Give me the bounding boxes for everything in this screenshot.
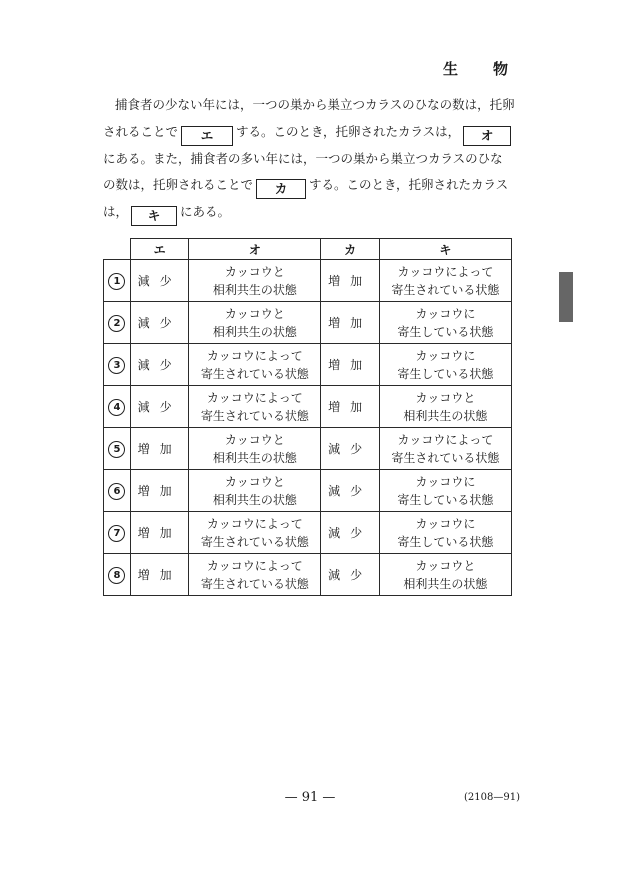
cell-e-text: 減少 (137, 357, 182, 372)
cell-o (189, 260, 321, 302)
cell-ka (321, 428, 379, 470)
cell-o (189, 512, 321, 554)
table-row (104, 512, 512, 554)
cell-o (189, 554, 321, 596)
header-cell-number (104, 239, 131, 260)
cell-e (130, 302, 188, 344)
question-passage (103, 92, 515, 226)
cell-e (130, 386, 188, 428)
blank-e: エ (181, 126, 233, 146)
cell-o (189, 428, 321, 470)
cell-ka-text: 減少 (328, 483, 373, 498)
section-tab-marker (559, 272, 573, 322)
table-body (104, 260, 512, 596)
cell-e (130, 344, 188, 386)
choice-number-cell (104, 470, 131, 512)
passage-text-5: にある。 (180, 204, 231, 219)
cell-e-text: 減少 (137, 315, 182, 330)
cell-o (189, 302, 321, 344)
cell-o-text: カッコウによって 寄生されている状態 (200, 558, 309, 591)
cell-ka-text: 減少 (328, 525, 373, 540)
cell-o-text: カッコウによって 寄生されている状態 (200, 390, 309, 423)
cell-e-text: 増加 (137, 567, 182, 582)
subject-title: 生 物 (442, 60, 518, 78)
table-row (104, 554, 512, 596)
cell-o-text: カッコウと 相利共生の状態 (212, 264, 297, 297)
cell-o-text: カッコウによって 寄生されている状態 (200, 516, 309, 549)
choice-number-cell (104, 302, 131, 344)
cell-e (130, 428, 188, 470)
choice-number-cell (104, 428, 131, 470)
table-row (104, 260, 512, 302)
cell-o-text: カッコウと 相利共生の状態 (212, 432, 297, 465)
table-row (104, 428, 512, 470)
cell-ka-text: 増加 (328, 357, 373, 372)
choice-number-badge: 1 (108, 273, 125, 290)
header-cell-ki: キ (379, 239, 511, 260)
cell-e (130, 554, 188, 596)
cell-o (189, 470, 321, 512)
cell-o-text: カッコウと 相利共生の状態 (212, 474, 297, 507)
cell-ki (379, 386, 511, 428)
cell-ki-text: カッコウによって 寄生されている状態 (391, 264, 500, 297)
cell-e-text: 減少 (137, 273, 182, 288)
choice-number-badge: 5 (108, 441, 125, 458)
cell-ki-text: カッコウに 寄生している状態 (397, 348, 494, 381)
cell-ki-text: カッコウに 寄生している状態 (397, 306, 494, 339)
choice-number-badge: 4 (108, 399, 125, 416)
cell-o-text: カッコウによって 寄生されている状態 (200, 348, 309, 381)
choice-number-cell (104, 260, 131, 302)
cell-ka (321, 260, 379, 302)
cell-ki-text: カッコウと 相利共生の状態 (403, 390, 488, 423)
cell-ki (379, 428, 511, 470)
choice-number-badge: 6 (108, 483, 125, 500)
cell-e-text: 増加 (137, 525, 182, 540)
choice-number-badge: 2 (108, 315, 125, 332)
cell-ka (321, 344, 379, 386)
header-cell-ka: カ (321, 239, 379, 260)
blank-o: オ (463, 126, 511, 146)
choice-number-cell (104, 512, 131, 554)
cell-o (189, 386, 321, 428)
choice-number-badge: 3 (108, 357, 125, 374)
cell-e (130, 470, 188, 512)
cell-ki (379, 344, 511, 386)
passage-paragraph (103, 92, 515, 226)
choice-number-cell (104, 386, 131, 428)
cell-e-text: 増加 (137, 483, 182, 498)
cell-ka-text: 減少 (328, 441, 373, 456)
passage-text-3: にある。また，捕食者の多い年には，一つの巣から巣立つカラスのひなの数は，托卵されることで (103, 150, 503, 192)
cell-o (189, 344, 321, 386)
cell-ki (379, 470, 511, 512)
cell-o-text: カッコウと 相利共生の状態 (212, 306, 297, 339)
page-number: — 91 — (284, 790, 336, 805)
cell-ka-text: 増加 (328, 315, 373, 330)
cell-ka-text: 減少 (328, 567, 373, 582)
cell-ka (321, 470, 379, 512)
table-header-row (104, 239, 512, 260)
header-cell-o: オ (189, 239, 321, 260)
answer-choices-table (103, 238, 512, 596)
cell-ka (321, 512, 379, 554)
blank-ki: キ (131, 206, 177, 226)
cell-ki (379, 554, 511, 596)
cell-e (130, 512, 188, 554)
cell-ki-text: カッコウと 相利共生の状態 (403, 558, 488, 591)
cell-ki (379, 260, 511, 302)
header-cell-e: エ (130, 239, 188, 260)
cell-e-text: 減少 (137, 399, 182, 414)
cell-ki (379, 302, 511, 344)
cell-ka (321, 302, 379, 344)
table-row (104, 344, 512, 386)
choice-number-cell (104, 344, 131, 386)
choice-number-badge: 8 (108, 567, 125, 584)
table-row (104, 470, 512, 512)
passage-text-4: する。このとき，托卵されたカラスは， (103, 177, 509, 219)
cell-ka-text: 増加 (328, 399, 373, 414)
cell-ki-text: カッコウに 寄生している状態 (397, 474, 494, 507)
blank-ka: カ (256, 179, 306, 199)
exam-code: (2108—91) (464, 792, 520, 803)
cell-e (130, 260, 188, 302)
cell-ka (321, 386, 379, 428)
choice-number-cell (104, 554, 131, 596)
table-row (104, 386, 512, 428)
table-row (104, 302, 512, 344)
cell-ka (321, 554, 379, 596)
passage-text-2: する。このとき，托卵されたカラスは， (236, 123, 461, 139)
cell-ki (379, 512, 511, 554)
cell-ka-text: 増加 (328, 273, 373, 288)
cell-ki-text: カッコウによって 寄生されている状態 (391, 432, 500, 465)
cell-ki-text: カッコウに 寄生している状態 (397, 516, 494, 549)
passage-text-1: 捕食者の少ない年には，一つの巣から巣立つカラスのひなの数は，托卵されることで (103, 97, 515, 139)
choice-number-badge: 7 (108, 525, 125, 542)
cell-e-text: 増加 (137, 441, 182, 456)
